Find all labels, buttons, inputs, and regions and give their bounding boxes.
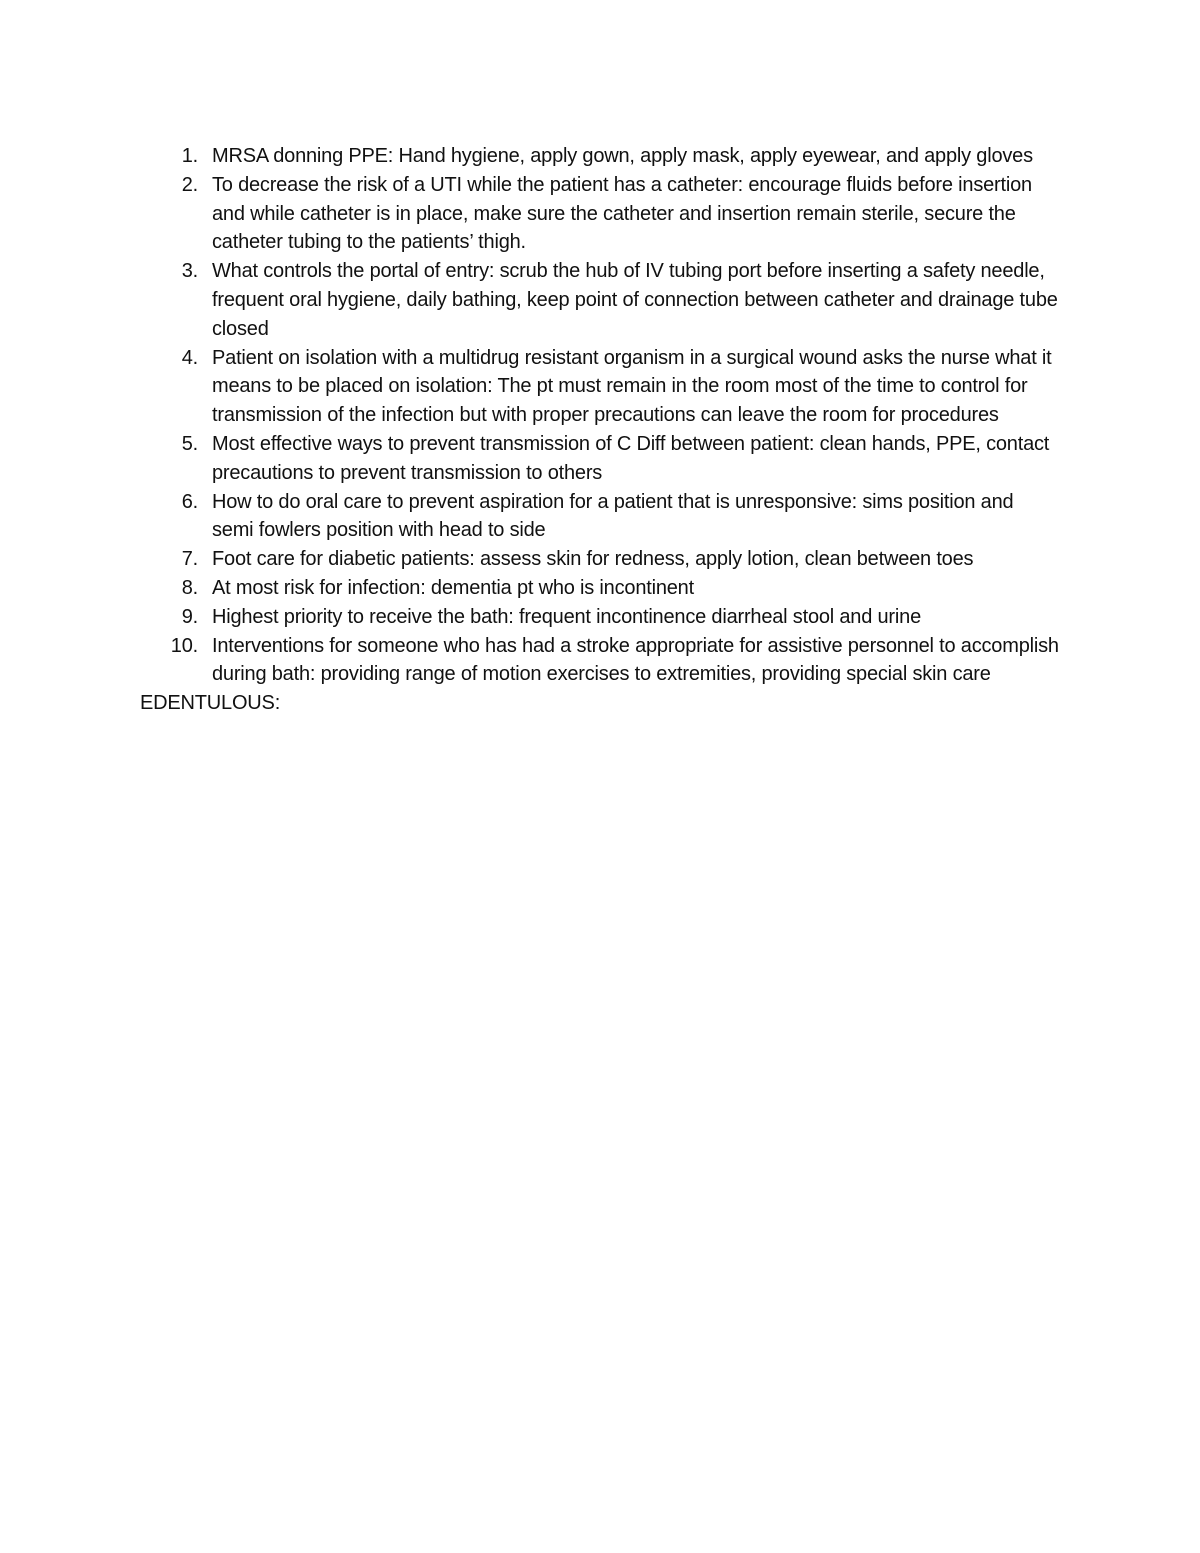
list-item-number: 7. (181, 548, 198, 571)
list-item-number: 6. (181, 490, 198, 513)
list-item-text: Patient on isolation with a multidrug resistant organism in a surgical wound asks the nurse what it means to be placed on isolation: The pt must remain in the room most of the time to control for transmission of the infection but with proper precautions can leave the room for procedures (212, 346, 1052, 427)
trailing-heading: EDENTULOUS: (140, 692, 281, 715)
list-item (140, 142, 1060, 171)
list-item-text: To decrease the risk of a UTI while the patient has a catheter: encourage fluids before insertion and while catheter is in place, make sure the catheter and insertion remain sterile, secure the catheter tubing to the patients’ thigh. (212, 173, 1032, 254)
list-item-text: What controls the portal of entry: scrub the hub of IV tubing port before inserting a safety needle, frequent oral hygiene, daily bathing, keep point of connection between catheter and drainage tube closed (212, 260, 1058, 340)
list-item-number: 4. (181, 346, 198, 369)
list-item (140, 171, 1060, 257)
list-item-number: 5. (181, 432, 198, 455)
document-body (140, 142, 1060, 718)
list-item-number: 8. (181, 576, 198, 599)
numbered-list (140, 142, 1060, 689)
list-item-number: 1. (181, 145, 198, 167)
list-item-text: How to do oral care to prevent aspiration for a patient that is unresponsive: sims position and semi fowlers position with head to side (212, 490, 1014, 542)
list-item-text: Most effective ways to prevent transmission of C Diff between patient: clean hands, PPE, contact precautions to prevent transmission to others (212, 432, 1050, 484)
list-item (140, 545, 1060, 574)
list-item-text: Interventions for someone who has had a stroke appropriate for assistive personnel to accomplish during bath: providing range of motion exercises to extremities, providing special skin care (212, 634, 1059, 686)
list-item (140, 488, 1060, 546)
list-item (140, 430, 1060, 488)
list-item (140, 344, 1060, 430)
list-item-text: MRSA donning PPE: Hand hygiene, apply gown, apply mask, apply eyewear, and apply gloves (212, 145, 1033, 167)
list-item-text: At most risk for infection: dementia pt who is incontinent (212, 576, 694, 599)
list-item-text: Highest priority to receive the bath: frequent incontinence diarrheal stool and urine (212, 605, 921, 628)
list-item (140, 257, 1060, 343)
list-item-number: 2. (181, 173, 198, 196)
list-item-number: 10. (170, 634, 198, 657)
list-item (140, 574, 1060, 603)
list-item-text: Foot care for diabetic patients: assess skin for redness, apply lotion, clean between toes (212, 548, 974, 571)
list-item (140, 603, 1060, 632)
list-item-number: 3. (181, 260, 198, 283)
list-item-number: 9. (181, 605, 198, 628)
list-item (140, 632, 1060, 690)
